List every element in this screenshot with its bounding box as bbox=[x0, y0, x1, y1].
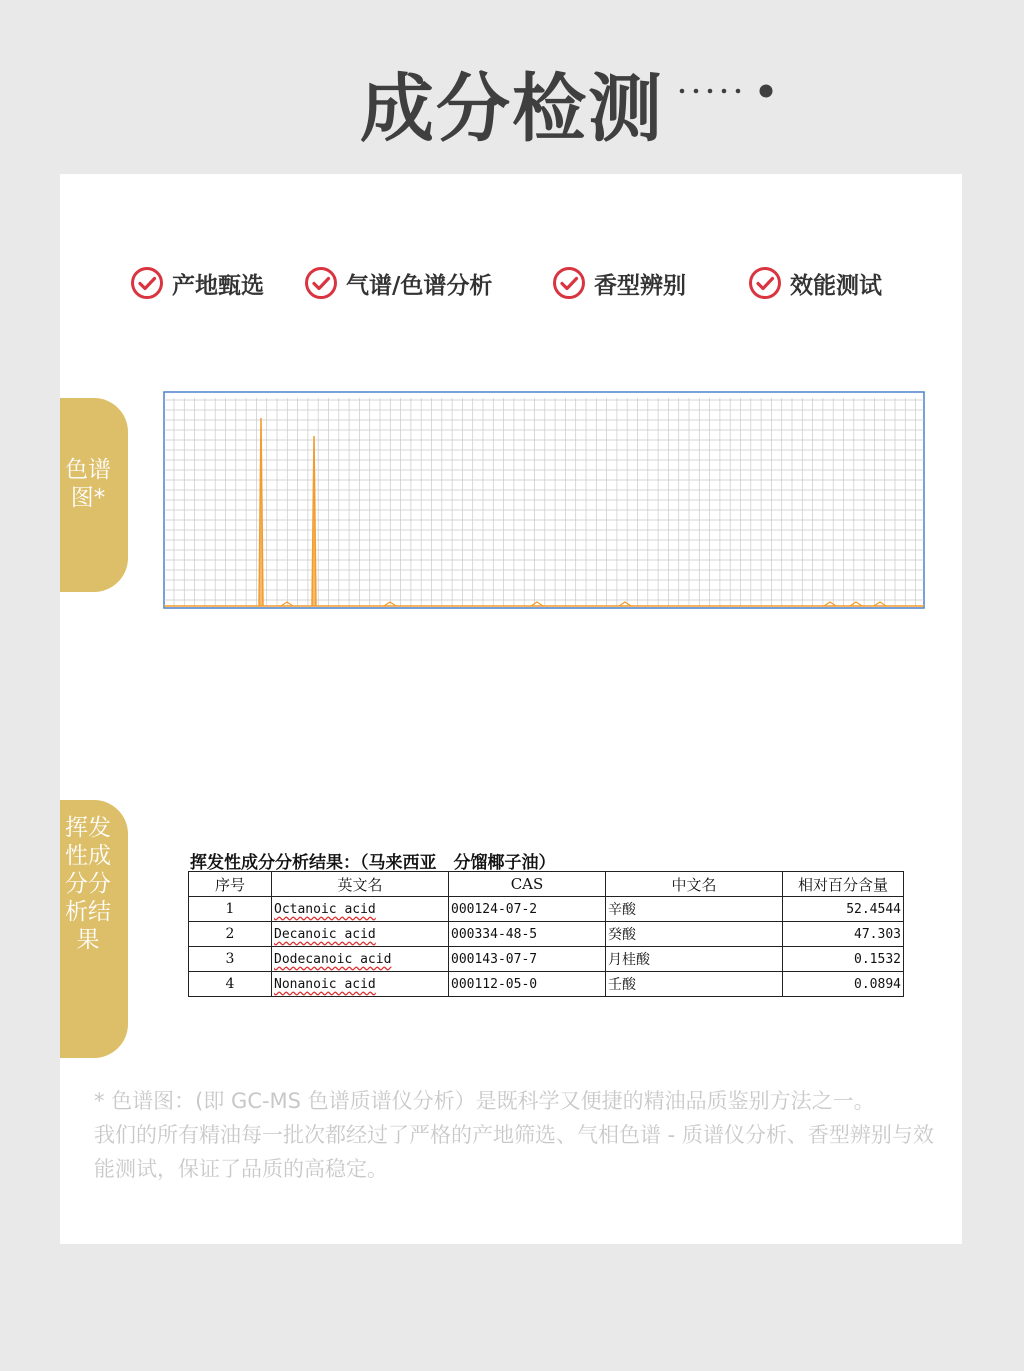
table-row bbox=[189, 897, 904, 922]
cell-chinese-name: 壬酸 bbox=[606, 972, 783, 997]
page-title: 成分检测 bbox=[360, 66, 664, 152]
column-header: 相对百分含量 bbox=[783, 872, 904, 897]
column-header: 中文名 bbox=[606, 872, 783, 897]
results-title: 挥发性成分分析结果：（马来西亚 分馏椰子油） bbox=[190, 853, 556, 873]
cell-english-name bbox=[272, 947, 449, 972]
check-circle-icon bbox=[552, 266, 586, 300]
cell-english-name bbox=[272, 922, 449, 947]
side-tab-results bbox=[60, 800, 128, 1058]
side-tab-chromatogram bbox=[60, 398, 128, 592]
english-name-text: Decanoic acid bbox=[274, 926, 376, 942]
feature-label: 产地甄选 bbox=[172, 273, 264, 299]
dots-decoration bbox=[678, 84, 778, 98]
cell-chinese-name: 月桂酸 bbox=[606, 947, 783, 972]
footnote-line: 我们的所有精油每一批次都经过了严格的产地筛选、气相色谱 - 质谱仪分析、香型辨别与效能测试，保证了品质的高稳定。 bbox=[94, 1123, 934, 1181]
cell-cas: 000124-07-2 bbox=[449, 897, 606, 922]
english-name-text: Dodecanoic acid bbox=[274, 951, 392, 967]
cell-percent: 52.4544 bbox=[783, 897, 904, 922]
cell-index: 1 bbox=[189, 897, 272, 922]
feature-label: 气谱/色谱分析 bbox=[346, 273, 493, 299]
table-row bbox=[189, 972, 904, 997]
results-table bbox=[188, 871, 904, 997]
cell-chinese-name: 辛酸 bbox=[606, 897, 783, 922]
cell-percent: 0.0894 bbox=[783, 972, 904, 997]
cell-index: 3 bbox=[189, 947, 272, 972]
column-header: 英文名 bbox=[272, 872, 449, 897]
cell-cas: 000334-48-5 bbox=[449, 922, 606, 947]
cell-english-name bbox=[272, 972, 449, 997]
cell-index: 4 bbox=[189, 972, 272, 997]
side-tab-label: 挥发性成分分析结果 bbox=[65, 815, 111, 953]
english-name-text: Octanoic acid bbox=[274, 901, 376, 917]
cell-percent: 47.303 bbox=[783, 922, 904, 947]
cell-cas: 000143-07-7 bbox=[449, 947, 606, 972]
footnote-line: * 色谱图：(即 GC-MS 色谱质谱仪分析）是既科学又便捷的精油品质鉴别方法之一。 bbox=[94, 1089, 875, 1113]
column-header: 序号 bbox=[189, 872, 272, 897]
footnote bbox=[94, 1084, 934, 1186]
table-header-row bbox=[189, 872, 904, 897]
chromatogram-image bbox=[150, 388, 930, 620]
side-tab-label: 色谱图* bbox=[65, 457, 111, 511]
cell-english-name bbox=[272, 897, 449, 922]
table-row bbox=[189, 922, 904, 947]
cell-percent: 0.1532 bbox=[783, 947, 904, 972]
feature-label: 香型辨别 bbox=[594, 273, 686, 299]
cell-chinese-name: 癸酸 bbox=[606, 922, 783, 947]
cell-index: 2 bbox=[189, 922, 272, 947]
feature-label: 效能测试 bbox=[790, 273, 882, 299]
check-circle-icon bbox=[304, 266, 338, 300]
cell-cas: 000112-05-0 bbox=[449, 972, 606, 997]
feature-list bbox=[0, 266, 1024, 302]
table-row bbox=[189, 947, 904, 972]
check-circle-icon bbox=[748, 266, 782, 300]
english-name-text: Nonanoic acid bbox=[274, 976, 376, 992]
check-circle-icon bbox=[130, 266, 164, 300]
column-header: CAS bbox=[449, 872, 606, 897]
